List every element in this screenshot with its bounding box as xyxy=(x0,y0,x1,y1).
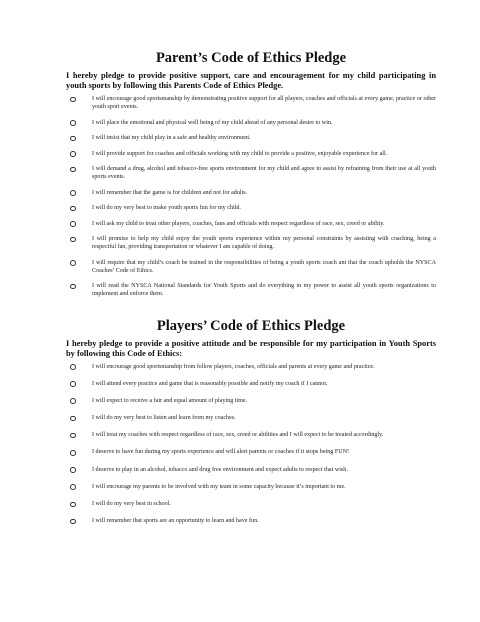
bullet-circle-icon xyxy=(70,167,76,173)
players-pledge-item xyxy=(66,414,436,422)
parents-pledge-item-text: I will demand a drug, alcohol and tobacco-free sports environment for my child and agree to assist by refraining from their use at all youth sports events. xyxy=(92,166,436,180)
players-pledge-item-text: I will remember that sports are an opportunity to learn and have fun. xyxy=(92,518,259,525)
players-pledge-item xyxy=(66,500,436,508)
parents-pledge-item xyxy=(66,282,436,298)
bullet-circle-icon xyxy=(70,260,76,266)
bullet-circle-icon xyxy=(70,284,76,290)
parents-pledge-item-text: I will place the emotional and physical well being of my child ahead of any personal desire to win. xyxy=(92,119,333,126)
players-pledge-item-text: I will do my very best in school. xyxy=(92,501,171,507)
players-pledge-item-text: I deserve to play in an alcohol, tobacco and drug free environment and expect adults to respect that wish. xyxy=(92,466,348,473)
bullet-circle-icon xyxy=(70,484,76,490)
parents-pledge-item xyxy=(66,150,436,158)
bullet-circle-icon xyxy=(70,206,76,212)
parents-pledge-item xyxy=(66,259,436,275)
parents-pledge-item-text: I will remember that the game is for children and not for adults. xyxy=(92,189,248,196)
parents-pledge-title: Parent’s Code of Ethics Pledge xyxy=(155,50,347,66)
players-pledge-item xyxy=(66,397,436,405)
players-pledge-item-text: I will do my very best to listen and learn from my coaches. xyxy=(92,415,236,422)
parents-pledge-item-text: I will promise to help my child enjoy the youth sports experience within my personal constraints by assisting with coaching, being a respectful fan, providing transportation or whatever I am capable of doing. xyxy=(92,236,436,250)
parents-pledge-item xyxy=(66,204,436,212)
players-pledge-item xyxy=(66,517,436,525)
parents-pledge-item xyxy=(66,165,436,181)
players-pledge-item xyxy=(66,483,436,491)
parents-pledge-item xyxy=(66,95,436,111)
players-pledge-item xyxy=(66,363,436,371)
players-pledge-item-text: I deserve to have fun during my sports experience and will alert parents or coaches if it stops being FUN! xyxy=(92,449,350,456)
parents-pledge-item-text: I will ask my child to treat other players, coaches, fans and officials with respect regardless of race, sex, creed or ability. xyxy=(92,220,385,227)
parents-pledge-item-text: I will require that my child’s coach be trained in the responsibilities of being a youth sports coach ant that the coach upholds the NYSCA Coaches’ Code of Ethics. xyxy=(92,259,436,274)
players-pledge-item xyxy=(66,448,436,456)
parents-pledge-item-text: I will insist that my child play in a safe and healthy environment. xyxy=(92,135,251,141)
parents-pledge-item xyxy=(66,220,436,228)
players-pledge-item-text: I will attend every practice and game that is reasonably possible and notify my coach if I cannot. xyxy=(92,380,328,387)
players-pledge-item-text: I will encourage my parents to be involved with my team in some capacity because it’s important to me. xyxy=(92,483,346,490)
parents-pledge-item-text: I will do my very best to make youth sports fun for my child. xyxy=(92,205,241,211)
players-pledge-item xyxy=(66,431,436,439)
section-spacer xyxy=(66,306,436,318)
parents-pledge-item xyxy=(66,134,436,142)
bullet-circle-icon xyxy=(70,97,76,103)
bullet-circle-icon xyxy=(70,467,76,473)
bullet-circle-icon xyxy=(70,364,76,370)
bullet-circle-icon xyxy=(70,221,76,227)
players-pledge-title: Players’ Code of Ethics Pledge xyxy=(156,317,346,334)
parents-pledge-item xyxy=(66,189,436,197)
players-pledge-item xyxy=(66,380,436,388)
parents-pledge-list xyxy=(66,95,436,298)
bullet-circle-icon xyxy=(70,136,76,142)
bullet-circle-icon xyxy=(70,151,76,157)
bullet-circle-icon xyxy=(70,398,76,404)
parents-pledge-item xyxy=(66,235,436,251)
bullet-circle-icon xyxy=(70,416,76,422)
parents-pledge-item xyxy=(66,119,436,127)
players-pledge-item-text: I will encourage good sportsmanship from fellow players, coaches, officials and parents at every game and practice. xyxy=(92,363,375,370)
parents-pledge-item-text: I will encourage good sportsmanship by demonstrating positive support for all players, coaches and officials at every game, practice or other youth sport events. xyxy=(92,96,436,110)
bullet-circle-icon xyxy=(70,190,76,196)
players-pledge-intro: I hereby pledge to provide a positive attitude and be responsible for my participation in Youth Sports by following this Code of Ethics: xyxy=(66,338,436,358)
bullet-circle-icon xyxy=(70,381,76,387)
bullet-circle-icon xyxy=(70,237,76,243)
players-pledge-item-text: I will expect to receive a fair and equal amount of playing time. xyxy=(92,397,248,404)
players-pledge-list xyxy=(66,363,436,526)
bullet-circle-icon xyxy=(70,502,76,508)
bullet-circle-icon xyxy=(70,433,76,439)
parents-pledge-item-text: I will read the NYSCA National Standards for Youth Sports and do everything in my power to assist all youth sports organizations to implement and enforce them. xyxy=(92,283,436,297)
parents-pledge-intro: I hereby pledge to provide positive support, care and encouragement for my child participating in youth sports by following this Parents Code of Ethics Pledge. xyxy=(66,71,436,90)
bullet-circle-icon xyxy=(70,450,76,456)
players-pledge-item-text: I will treat my coaches with respect regardless of race, sex, creed or abilities and I will expect to be treated accordingly. xyxy=(92,432,384,439)
bullet-circle-icon xyxy=(70,519,76,525)
players-pledge-item xyxy=(66,466,436,474)
parents-pledge-item-text: I will provide support for coaches and officials working with my child to provide a positive, enjoyable experience for all. xyxy=(92,150,388,157)
bullet-circle-icon xyxy=(70,120,76,126)
